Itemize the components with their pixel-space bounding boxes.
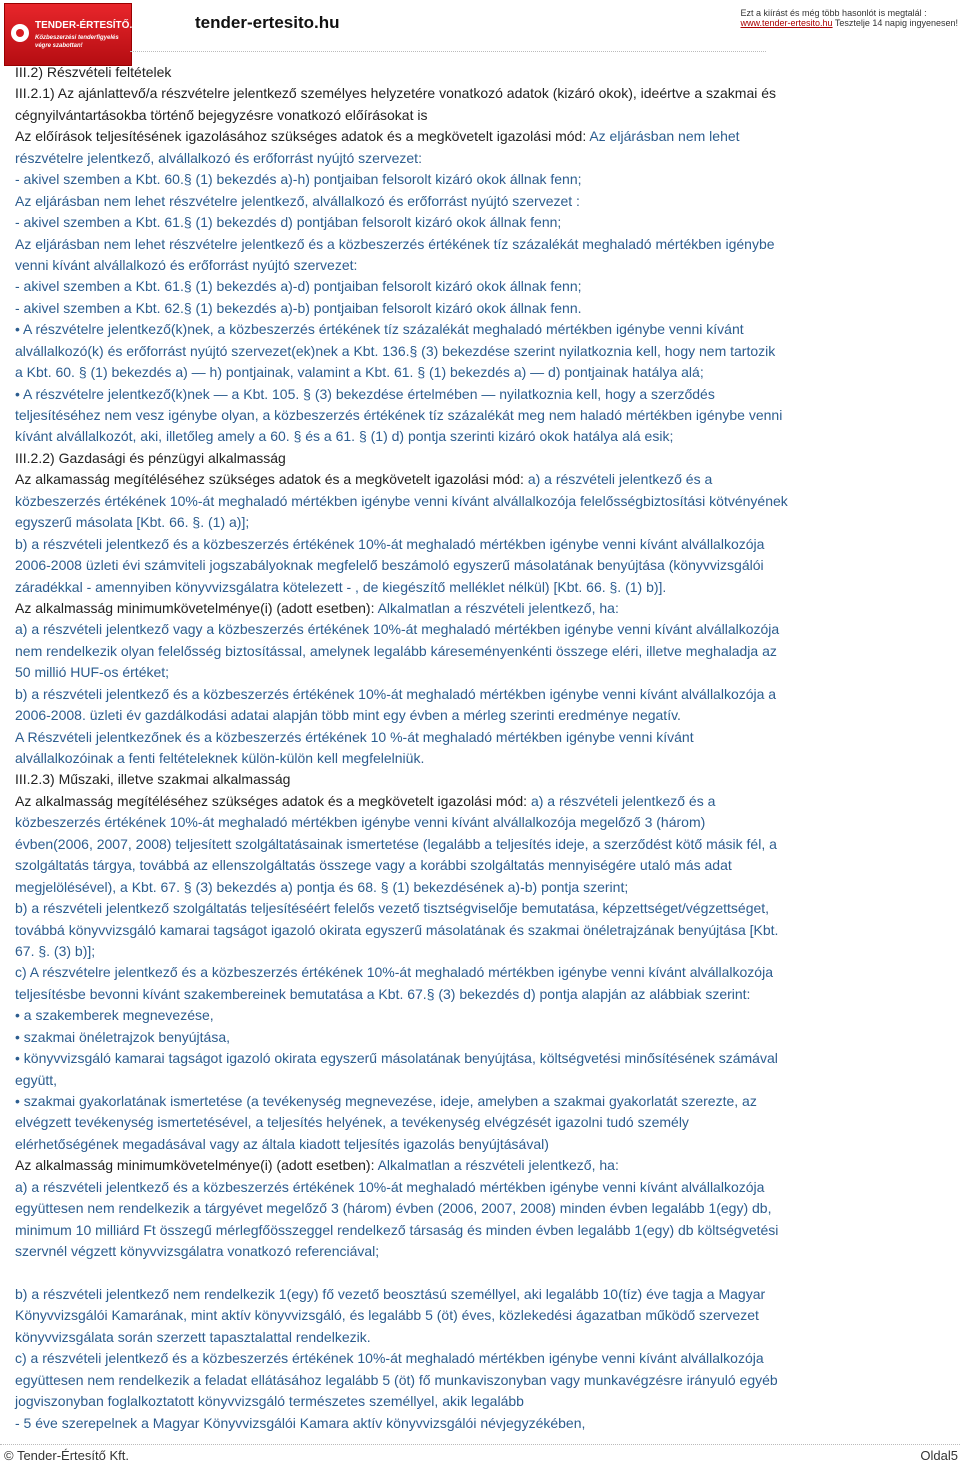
text-line xyxy=(15,234,788,255)
requirement-text: megjelölésével), a Kbt. 67. § (3) bekezdés a) pontja és 68. § (1) bekezdésének a)-b) pontja szerint; xyxy=(15,878,629,895)
text-line xyxy=(15,619,788,640)
text-line xyxy=(15,83,788,104)
requirement-text: együtt, xyxy=(15,1071,58,1088)
label-text: Az alkamasság megítéléséhez szükséges adatok és a megkövetelt igazolási mód: xyxy=(15,471,528,488)
text-line xyxy=(15,748,788,769)
requirement-text: közbeszerzés értékének 10%-át meghaladó mértékben igénybe venni kívánt alvállalkozója megelőző 3 (három) xyxy=(15,814,706,831)
text-line xyxy=(15,1070,788,1091)
document-body xyxy=(15,62,788,1434)
site-title: tender-ertesito.hu xyxy=(195,13,340,32)
logo[interactable] xyxy=(4,3,145,66)
requirement-text: c) A részvételre jelentkező és a közbeszerzés értékének 10%-át meghaladó mértékben igénybe venni kívánt alvállalkozója xyxy=(15,964,773,981)
text-line xyxy=(15,1177,788,1198)
text-line xyxy=(15,148,788,169)
requirement-text: nem rendelkezik olyan felelősség biztosítással, amelynek legalább káreseményenkénti összege eléri, illetve meghaladja az xyxy=(15,642,777,659)
text-line xyxy=(15,598,788,619)
text-line xyxy=(15,684,788,705)
text-line xyxy=(15,705,788,726)
text-line xyxy=(15,1263,788,1284)
label-text: III.2.3) Műszaki, illetve szakmai alkalmasság xyxy=(15,771,291,788)
text-line xyxy=(15,169,788,190)
requirement-text: együttesen nem rendelkezik a tárgyévet megelőző 3 (három) évben (2006, 2007, 2008) minden évben legalább 1(egy) db, xyxy=(15,1200,772,1217)
promo-trial-text: Tesztelje 14 napig ingyenesen! xyxy=(832,18,958,28)
text-line xyxy=(15,834,788,855)
requirement-text: teljesítéséhez nem vesz igénybe olyan, a közbeszerzés értékének tíz százalékát meg nem haladó mértékben igénybe venni xyxy=(15,407,783,423)
requirement-text: záradékkal - amennyiben könyvvizsgálatra kötelezett - , de kiegészítő melléklet nélkül) [Kbt. 66. §. (1) b)]. xyxy=(15,578,667,595)
requirement-text: minimum 10 milliárd Ft összegű mérlegfőösszeggel rendelkező társaság és minden évben legalább 1(egy) db költségvetési xyxy=(15,1221,779,1238)
requirement-text: c) a részvételi jelentkező és a közbeszerzés értékének 10%-át meghaladó mértékben igénybe venni kívánt alvállalkozója xyxy=(15,1350,764,1367)
label-text: III.2) Részvételi feltételek xyxy=(15,64,172,80)
text-line xyxy=(15,1241,788,1262)
requirement-text: szolgáltatás tárgya, továbbá az ellenszolgáltatás összege vagy a korábbi szolgáltatás mennyiségére utaló más adat xyxy=(15,857,732,874)
text-line xyxy=(15,1048,788,1069)
requirement-text: - akivel szemben a Kbt. 61.§ (1) bekezdés d) pontjában felsorolt kizáró okok állnak fenn; xyxy=(15,214,562,231)
label-text: III.2.2) Gazdasági és pénzügyi alkalmasság xyxy=(15,449,286,466)
text-line xyxy=(15,212,788,233)
text-line xyxy=(15,384,788,405)
text-line xyxy=(15,1155,788,1176)
text-line xyxy=(15,491,788,512)
text-line xyxy=(15,448,788,469)
requirement-text: • A részvételre jelentkező(k)nek, a közbeszerzés értékének tíz százalékát meghaladó mértékben igénybe venni kívánt xyxy=(15,321,744,338)
text-line xyxy=(15,941,788,962)
text-line xyxy=(15,984,788,1005)
requirement-text: a) a részvételi jelentkező és a közbeszerzés értékének 10%-át meghaladó mértékben igénybe venni kívánt alvállalkozója xyxy=(15,1178,765,1195)
requirement-text: a Kbt. 60. § (1) bekezdés a) — h) pontjainak, valamint a Kbt. 61. § (1) bekezdés a) — d) pontjainak hatálya alá; xyxy=(15,364,704,381)
text-line xyxy=(15,534,788,555)
text-line xyxy=(15,1391,788,1412)
text-line xyxy=(15,920,788,941)
text-line xyxy=(15,255,788,276)
logo-tagline: Közbeszerzési tenderfigyelés végre szabottan! xyxy=(35,35,119,49)
requirement-text: alvállalkozóinak a fenti feltételeknek külön-külön kell megfelelniük. xyxy=(15,750,425,766)
requirement-text: Könyvvizsgálói Kamarának, mint aktív könyvvizsgáló, és legalább 5 (öt) éves, közlekedési ágazatban működő szervezet xyxy=(15,1307,759,1324)
text-line xyxy=(15,769,788,790)
header-divider xyxy=(130,51,766,52)
text-line xyxy=(15,1220,788,1241)
requirement-text: jogviszonyban foglalkoztatott könyvvizsgáló természetes személlyel, akik legalább xyxy=(15,1393,524,1410)
requirement-text: egyszerű másolata [Kbt. 66. §. (1) a)]; xyxy=(15,514,250,531)
label-text: Az előírások teljesítésének igazolásához szükséges adatok és a megkövetelt igazolási mód: xyxy=(15,128,590,145)
requirement-text: közbeszerzés értékének 10%-át meghaladó mértékben igénybe venni kívánt alvállalkozója felelősségbiztosítási kötvényének xyxy=(15,492,788,509)
text-line xyxy=(15,341,788,362)
label-text: Az alkalmasság minimumkövetelménye(i) (adott esetben): xyxy=(15,1157,378,1174)
requirement-text: a) a részvételi jelentkező vagy a közbeszerzés értékének 10%-át meghaladó mértékben igénybe venni kívánt alvállalkozója xyxy=(15,621,780,638)
text-line xyxy=(15,898,788,919)
text-line xyxy=(15,426,788,447)
text-line xyxy=(15,962,788,983)
requirement-text: alvállalkozó(k) és erőforrást nyújtó szervezet(ek)nek a Kbt. 136.§ (3) bekezdése szerint nyilatkoznia kell, hogy nem tartozik xyxy=(15,342,776,359)
page-number: Oldal5 xyxy=(920,1448,958,1463)
text-line xyxy=(15,662,788,683)
requirement-text: • könyvvizsgáló kamarai tagságot igazoló okirata egyszerű másolatának benyújtása, költségvetési minősítésének számával xyxy=(15,1050,778,1067)
promo-text: Ezt a kiírást és még több hasonlót is megtalál : xyxy=(740,8,927,18)
requirement-text: - akivel szemben a Kbt. 60.§ (1) bekezdés a)-h) pontjaiban felsorolt kizáró okok állnak fenn; xyxy=(15,171,582,188)
requirement-text: Alkalmatlan a részvételi jelentkező, ha: xyxy=(377,599,619,616)
requirement-text: 2006-2008. üzleti év gazdálkodási adatai alapján több mint egy évben a mérleg szerinti eredménye negatív. xyxy=(15,707,681,724)
requirement-text: 50 millió HUF-os értéket; xyxy=(15,664,170,681)
text-line xyxy=(15,276,788,297)
promo-link[interactable]: www.tender-ertesito.hu xyxy=(740,18,833,28)
requirement-text: Az eljárásban nem lehet részvételre jelentkező, alvállalkozó és erőforrást nyújtó szervezet : xyxy=(15,192,580,209)
label-text: III.2.1) Az ajánlattevő/a részvételre jelentkező személyes helyzetére vonatkozó adatok (kizáró okok), ideértve a szakmai és xyxy=(15,85,777,102)
requirement-text: elérhetőségének megadásával vagy az általa kiadott teljesítés igazolás benyújtásával) xyxy=(15,1135,549,1152)
requirement-text: 67. §. (3) b)]; xyxy=(15,942,96,959)
requirement-text: - akivel szemben a Kbt. 62.§ (1) bekezdés a)-b) pontjaiban felsorolt kizáró okok állnak fenn. xyxy=(15,299,582,316)
text-line xyxy=(15,1284,788,1305)
text-line xyxy=(15,126,788,147)
text-line xyxy=(15,641,788,662)
text-line xyxy=(15,298,788,319)
text-line xyxy=(15,469,788,490)
requirement-text: részvételre jelentkező, alvállalkozó és erőforrást nyújtó szervezet: xyxy=(15,149,422,166)
requirement-text: elvégzett tevékenység ismertetésével, a teljesítés helyének, a tevékenység elvégzését igazolni tudó személy xyxy=(15,1114,689,1131)
requirement-text: venni kívánt alvállalkozó és erőforrást nyújtó szervezet: xyxy=(15,256,358,273)
requirement-text: A Részvételi jelentkezőnek és a közbeszerzés értékének 10 %-át meghaladó mértékben igénybe venni kívánt xyxy=(15,728,694,745)
label-text: cégnyilvántartásokba történő bejegyzésre vonatkozó előírásokat is xyxy=(15,106,428,123)
requirement-text: Az eljárásban nem lehet részvételre jelentkező és a közbeszerzés értékének tíz százalékát meghaladó mértékben igénybe xyxy=(15,235,775,252)
requirement-text: Alkalmatlan a részvételi jelentkező, ha: xyxy=(377,1157,619,1174)
requirement-text: évben(2006, 2007, 2008) teljesített szolgáltatásainak ismertetése (legalább a teljesítés ideje, a szerződést kötő másik fél, a xyxy=(15,835,777,852)
text-line xyxy=(15,319,788,340)
requirement-text: szervnél végzett könyvvizsgálatra vonatkozó referenciával; xyxy=(15,1243,380,1260)
requirement-text: továbbá könyvvizsgáló kamarai tagságot igazoló okirata egyszerű másolatának és szakmai önéletrajzának benyújtása [Kbt. xyxy=(15,921,779,938)
footer-divider xyxy=(0,1444,960,1445)
text-line xyxy=(15,105,788,126)
text-line xyxy=(15,1027,788,1048)
text-line xyxy=(15,1091,788,1112)
text-line xyxy=(15,855,788,876)
text-line xyxy=(15,1370,788,1391)
text-line xyxy=(15,727,788,748)
text-line xyxy=(15,1327,788,1348)
requirement-text: • szakmai gyakorlatának ismertetése (a tevékenység megnevezése, ideje, amelyben a szakmai gyakorlatát szerezte, az xyxy=(15,1093,757,1109)
text-line xyxy=(15,362,788,383)
requirement-text: Az eljárásban nem lehet xyxy=(589,128,740,145)
requirement-text: b) a részvételi jelentkező szolgáltatás teljesítéséért felelős vezető tisztségviselője bemutatása, képzettséget/végzettséget, xyxy=(15,900,770,917)
text-line xyxy=(15,877,788,898)
label-text: Az alkalmasság minimumkövetelménye(i) (adott esetben): xyxy=(15,599,378,616)
footer-copyright: © Tender-Értesítő Kft. xyxy=(4,1448,129,1463)
text-line xyxy=(15,62,788,83)
text-line xyxy=(15,555,788,576)
requirement-text: b) a részvételi jelentkező nem rendelkezik 1(egy) fő vezető beosztású személlyel, aki legalább 10(tíz) éve tagja a Magyar xyxy=(15,1285,766,1302)
requirement-text: együttesen nem rendelkezik a feladat ellátásához legalább 5 (öt) fő munkaviszonyban vagy munkavégzésre irányuló egyéb xyxy=(15,1371,778,1388)
requirement-text: könyvvizsgálata során szerzett tapasztalattal rendelkezik. xyxy=(15,1328,371,1345)
requirement-text: • a szakemberek megnevezése, xyxy=(15,1007,214,1024)
text-line xyxy=(15,1305,788,1326)
requirement-text: a) a részvételi jelentkező és a xyxy=(527,471,713,488)
requirement-text: b) a részvételi jelentkező és a közbeszerzés értékének 10%-át meghaladó mértékben igénybe venni kívánt alvállalkozója a xyxy=(15,685,777,702)
requirement-text: 2006-2008 üzleti évi számviteli jogszabályoknak megfelelő beszámoló egyszerű másolatának benyújtása (könyvvizsgálói xyxy=(15,557,764,574)
text-line xyxy=(15,405,788,426)
text-line xyxy=(15,191,788,212)
requirement-text: a) a részvételi jelentkező és a xyxy=(530,792,716,809)
logo-target-icon xyxy=(11,24,29,42)
requirement-text: • szakmai önéletrajzok benyújtása, xyxy=(15,1028,231,1045)
text-line xyxy=(15,577,788,598)
requirement-text: - 5 éve szerepelnek a Magyar Könyvvizsgálói Kamara aktív könyvvizsgálói névjegyzékében, xyxy=(15,1414,586,1431)
requirement-text: • A részvételre jelentkező(k)nek — a Kbt. 105. § (3) bekezdése értelmében — nyilatkoznia kell, hogy a szerződés xyxy=(15,385,715,402)
requirement-text: - akivel szemben a Kbt. 61.§ (1) bekezdés a)-d) pontjaiban felsorolt kizáró okok állnak fenn; xyxy=(15,278,582,295)
text-line xyxy=(15,1112,788,1133)
text-line xyxy=(15,812,788,833)
text-line xyxy=(15,791,788,812)
text-line xyxy=(15,1134,788,1155)
text-line xyxy=(15,512,788,533)
text-line xyxy=(15,1005,788,1026)
label-text: Az alkalmasság megítéléséhez szükséges adatok és a megkövetelt igazolási mód: xyxy=(15,792,531,809)
requirement-text: kívánt alvállalkozót, aki, illetőleg amely a 60. § és a 61. § (1) d) pontja szerinti kizáró okok hatálya alá esik; xyxy=(15,428,674,445)
text-line xyxy=(15,1348,788,1369)
requirement-text: teljesítésbe bevonni kívánt szakembereinek bemutatása a Kbt. 67.§ (3) bekezdés d) pontja alapján az alábbiak szerint: xyxy=(15,985,751,1002)
requirement-text: b) a részvételi jelentkező és a közbeszerzés értékének 10%-át meghaladó mértékben igénybe venni kívánt alvállalkozója xyxy=(15,535,765,552)
text-line xyxy=(15,1198,788,1219)
text-line xyxy=(15,1413,788,1434)
logo-text: TENDER-ÉRTESÍTŐ.hu xyxy=(35,20,145,31)
promo-box xyxy=(741,8,958,28)
